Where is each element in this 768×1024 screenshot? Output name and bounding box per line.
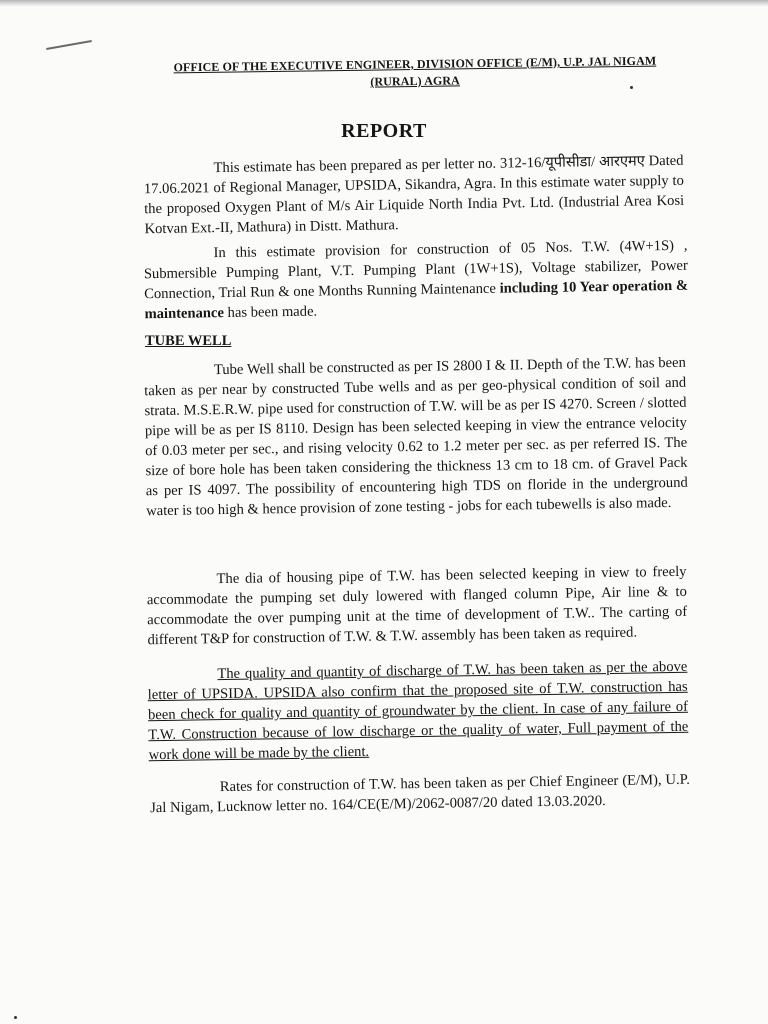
paragraph-rates: Rates for construction of T.W. has been taken as per Chief Engineer (E/M), U.P. Jal Nigam, Lucknow letter no. 164/CE(E/M)/2062-0087/20 dated 13.03.2020. xyxy=(150,771,690,817)
office-header xyxy=(150,52,680,93)
provision-bold-text: including 10 Year operation & maintenance xyxy=(144,277,689,323)
paragraph-quality-quantity: The quality and quantity of discharge of T.W. has been taken as per the above letter of UPSIDA. UPSIDA also confirm that the proposed site of T.W. construction has been check for quality and quantity of groundwater by the client. In case of any failure of T.W. Construction because of low discharge or the quality of water, Full payment of the work done will be made by the client. xyxy=(147,658,689,764)
paragraph-housing-pipe: The dia of housing pipe of T.W. has been selected keeping in view to freely accommodate the pumping set duly lowered with flanged column Pipe, Air line & to accommodate the over pumping unit at the time of development of T.W.. The carting of different T&P for construction of T.W. & T.W. assembly has been taken as required. xyxy=(146,563,688,649)
page-top-edge xyxy=(0,0,768,6)
office-header-line-1: OFFICE OF THE EXECUTIVE ENGINEER, DIVISION OFFICE (E/M), U.P. JAL NIGAM xyxy=(173,53,657,75)
paragraph-tube-well-specs: Tube Well shall be constructed as per IS 2800 I & II. Depth of the T.W. has been taken as per near by constructed Tube wells and as per geo-physical condition of soil and strata. M.S.E.R.W. pipe used for construction of T.W. will be as per IS 4270. Screen / slotted pipe will be as per IS 8110. Design has been selected keeping in view the entrance velocity of 0.03 meter per sec., and rising velocity 0.62 to 1.2 meter per sec. as per referred IS. The size of bore hole has been taken considering the thickness 13 cm to 18 cm. of Gravel Pack as per IS 4097. The possibility of encountering high TDS on floride in the underground water is too high & hence provision of zone testing - jobs for each tubewells is also made. xyxy=(144,354,688,520)
provision-end-text: has been made. xyxy=(227,303,318,321)
pen-mark xyxy=(46,40,92,50)
paragraph-provision xyxy=(143,236,688,325)
report-title: REPORT xyxy=(341,120,427,142)
speck xyxy=(14,1016,17,1019)
provision-text: In this estimate provision for construction of 05 Nos. T.W. (4W+1S) , Submersible Pumping Plant, V.T. Pumping Plant (1W+1S), Voltage stabilizer, Power Connection, Trial Run & one Months Running Maintenance xyxy=(143,237,688,303)
section-heading-tube-well: TUBE WELL xyxy=(145,333,232,349)
paragraph-estimate-basis: This estimate has been prepared as per letter no. 312-16/यूपीसीडा/ आरएमए Dated 17.06.2021 of Regional Manager, UPSIDA, Sikandra, Agra. In this estimate water supply to the proposed Oxygen Plant of M/s Air Liquide North India Pvt. Ltd. (Industrial Area Kosi Kotvan Ext.-II, Mathura) in Distt. Mathura. xyxy=(143,152,685,238)
office-header-line-2: (RURAL) AGRA xyxy=(370,73,460,89)
